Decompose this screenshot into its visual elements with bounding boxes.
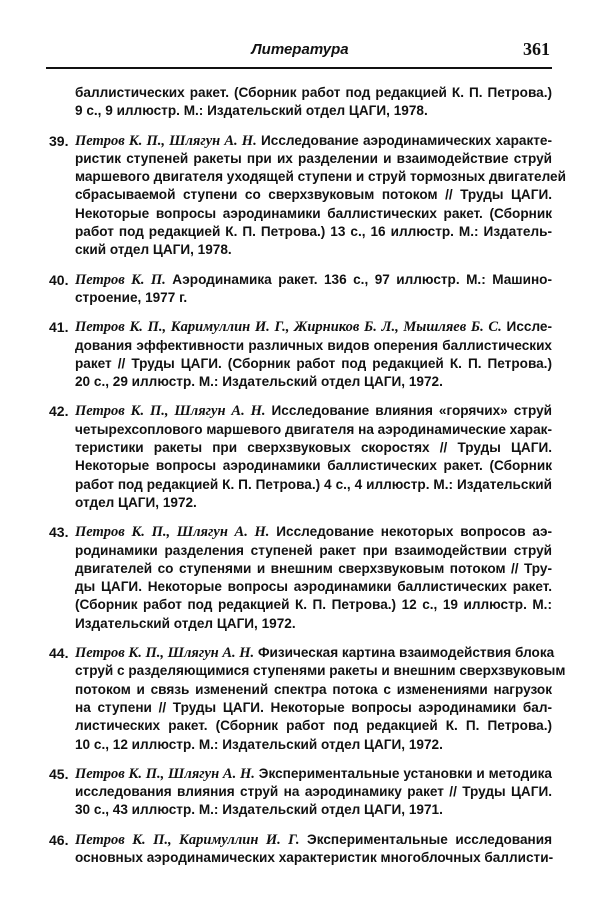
bibliography-entry bbox=[49, 831, 552, 868]
entry-number: 45. bbox=[49, 765, 69, 782]
entry-line: дования эффективности различных видов оперения баллистических bbox=[75, 337, 552, 353]
bibliography-entry bbox=[49, 271, 552, 308]
entry-number: 44. bbox=[49, 645, 69, 662]
entry-title: Иссле- bbox=[501, 319, 552, 335]
entry-line: на ступени // Труды ЦАГИ. Некоторые вопросы аэродинамики бал- bbox=[75, 699, 552, 715]
entry-title: Исследование аэродинамических характе- bbox=[256, 132, 553, 148]
page-number: 361 bbox=[523, 39, 550, 59]
bibliography-entry bbox=[49, 132, 566, 260]
entry-line: четырехсоплового маршевого двигателя на аэродинамические харак- bbox=[75, 421, 552, 437]
entry-line: потоком и связь изменений спектра потока с изменениями нагрузок bbox=[75, 681, 552, 697]
entry-number: 42. bbox=[49, 403, 69, 420]
entry-line: 20 с., 29 иллюстр. М.: Издательский отдел ЦАГИ, 1972. bbox=[75, 374, 443, 390]
entry-authors: Петров К. П., Шлягун А. Н. bbox=[75, 765, 255, 782]
bibliography-entry bbox=[49, 318, 552, 391]
entry-line: работ под редакцией К. П. Петрова.) 13 с., 16 иллюстр. М.: Издатель- bbox=[75, 224, 552, 240]
entry-title: Исследование влияния «горячих» струй bbox=[265, 403, 552, 419]
entry-line: Издательский отдел ЦАГИ, 1972. bbox=[75, 615, 296, 631]
bibliography-entry bbox=[49, 523, 552, 633]
entry-line bbox=[75, 132, 552, 150]
entry-authors: Петров К. П., Шлягун А. Н. bbox=[75, 524, 270, 541]
entry-line: (Сборник работ под редакцией К. П. Петрова.) 12 с., 19 иллюстр. М.: bbox=[75, 597, 552, 613]
entry-authors: Петров К. П., Каримуллин И. Г. bbox=[75, 831, 300, 848]
entry-line: теристики ракеты при сверхзвуковых скоростях // Труды ЦАГИ. bbox=[75, 440, 552, 456]
entry-authors: Петров К. П., Шлягун А. Н. bbox=[75, 403, 266, 420]
entry-authors: Петров К. П. bbox=[75, 271, 166, 288]
bibliography-entry bbox=[49, 765, 552, 820]
entry-line: работ под редакцией К. П. Петрова.) 4 с., 4 иллюстр. М.: Издательский bbox=[75, 476, 552, 492]
entry-line: строение, 1977 г. bbox=[75, 289, 188, 305]
entry-number: 43. bbox=[49, 524, 69, 541]
entry-title: Экспериментальные исследования bbox=[299, 831, 553, 847]
entry-line: сбрасываемой ступени со сверхзвуковым потоком // Труды ЦАГИ. bbox=[75, 187, 552, 203]
entry-line: ристик ступеней ракеты при их разделении и взаимодействие струй bbox=[75, 150, 552, 166]
bibliography-list bbox=[49, 84, 566, 867]
entry-title: Исследование некоторых вопросов аэ- bbox=[269, 524, 552, 540]
bibliography-entry bbox=[49, 644, 566, 754]
entry-line: маршевого двигателя уходящей ступени и струй тормозных двигателей bbox=[75, 169, 566, 185]
entry-line: родинамики разделения ступеней ракет при взаимодействии струй bbox=[75, 542, 552, 558]
entry-line: ский отдел ЦАГИ, 1978. bbox=[75, 242, 232, 258]
entry-line: 30 с., 43 иллюстр. М.: Издательский отдел ЦАГИ, 1971. bbox=[75, 802, 443, 818]
entry-line: отдел ЦАГИ, 1972. bbox=[75, 494, 197, 510]
entry-line: исследования влияния струй на аэродинамику ракет // Труды ЦАГИ. bbox=[75, 784, 552, 800]
entry-line: ды ЦАГИ. Некоторые вопросы аэродинамики баллистических ракет. bbox=[75, 579, 552, 595]
entry-title: Аэродинамика ракет. 136 с., 97 иллюстр. М.: Машино- bbox=[165, 271, 552, 287]
entry-number: 39. bbox=[49, 132, 69, 149]
entry-title: Экспериментальные установки и методика bbox=[254, 765, 552, 781]
entry-number: 40. bbox=[49, 271, 69, 288]
entry-authors: Петров К. П., Каримуллин И. Г., Жирников Б. Л., Мышляев Б. С. bbox=[75, 319, 502, 336]
entry-line bbox=[75, 402, 552, 420]
entry-line: баллистических ракет. (Сборник работ под редакцией К. П. Петрова.) bbox=[75, 85, 552, 100]
header-rule bbox=[46, 67, 552, 69]
entry-line bbox=[75, 523, 552, 541]
header-title: Литература bbox=[251, 41, 349, 58]
entry-line: ракет // Труды ЦАГИ. (Сборник работ под редакцией К. П. Петрова.) bbox=[75, 355, 552, 371]
entry-line: двигателей со ступенями и внешним сверхзвуковым потоком // Тру- bbox=[75, 560, 552, 576]
entry-line: Некоторые вопросы аэродинамики баллистических ракет. (Сборник bbox=[75, 458, 552, 474]
continuation-entry bbox=[49, 84, 552, 121]
entry-number: 41. bbox=[49, 319, 69, 336]
entry-line: 10 с., 12 иллюстр. М.: Издательский отдел ЦАГИ, 1972. bbox=[75, 736, 443, 752]
entry-line: Некоторые вопросы аэродинамики баллистических ракет. (Сборник bbox=[75, 205, 552, 221]
entry-line bbox=[75, 318, 552, 336]
entry-authors: Петров К. П., Шлягун А. Н. bbox=[75, 132, 257, 149]
entry-title: Физическая картина взаимодействия блока bbox=[254, 645, 555, 661]
entry-line bbox=[75, 644, 555, 662]
bibliography-entry bbox=[49, 402, 552, 512]
entry-line: струй с разделяющимися ступенями ракеты и внешним сверхзвуковым bbox=[75, 663, 566, 679]
entry-line bbox=[75, 765, 552, 783]
entry-line bbox=[75, 831, 552, 849]
entry-number: 46. bbox=[49, 831, 69, 848]
entry-line: основных аэродинамических характеристик многоблочных баллисти- bbox=[75, 849, 554, 865]
entry-line: 9 с., 9 иллюстр. М.: Издательский отдел ЦАГИ, 1978. bbox=[75, 103, 428, 119]
entry-authors: Петров К. П., Шлягун А. Н. bbox=[75, 645, 255, 662]
entry-line bbox=[75, 271, 552, 289]
entry-line: листических ракет. (Сборник работ под редакцией К. П. Петрова.) bbox=[75, 718, 552, 734]
